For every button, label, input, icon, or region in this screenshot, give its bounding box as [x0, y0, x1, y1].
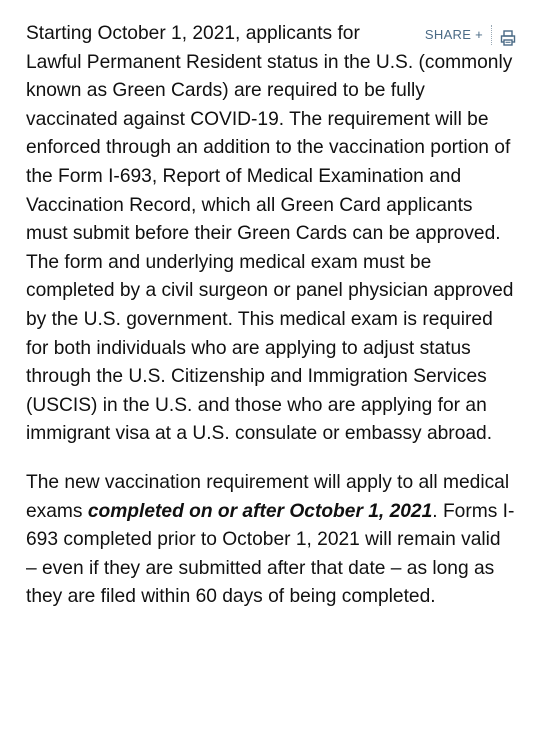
emphasized-date-text: completed on or after October 1, 2021	[87, 500, 433, 522]
share-button[interactable]: SHARE +	[424, 26, 483, 42]
paragraph-text-after: . Forms I-693 completed prior to October 1, 2021 will remain valid – even if they are submitted after that date – as long as they are filed within 60 days of being completed.	[26, 500, 515, 608]
paragraph-effective-date	[26, 469, 516, 612]
paragraph-vaccination-requirement: Starting October 1, 2021, applicants for Lawful Permanent Resident status in the U.S. (commonly known as Green Cards) are required to be fully vaccinated against COVID-19. The requirement will be enforced through an addition to the vaccination portion of the Form I-693, Report of Medical Examination and Vaccination Record, which all Green Card applicants must submit before their Green Cards can be approved. The form and underlying medical exam must be completed by a civil surgeon or panel physician approved by the U.S. government. This medical exam is required for both individuals who are applying to adjust status through the U.S. Citizenship and Immigration Services (USCIS) in the U.S. and those who are applying for an immigrant visa at a U.S. consulate or embassy abroad.	[26, 23, 514, 445]
toolbar-divider	[491, 25, 492, 45]
share-toolbar	[425, 22, 516, 48]
paragraph-text-before: The new vaccination requirement will apply to all medical exams	[26, 471, 510, 522]
print-icon[interactable]	[500, 27, 516, 43]
article-body	[26, 20, 516, 612]
